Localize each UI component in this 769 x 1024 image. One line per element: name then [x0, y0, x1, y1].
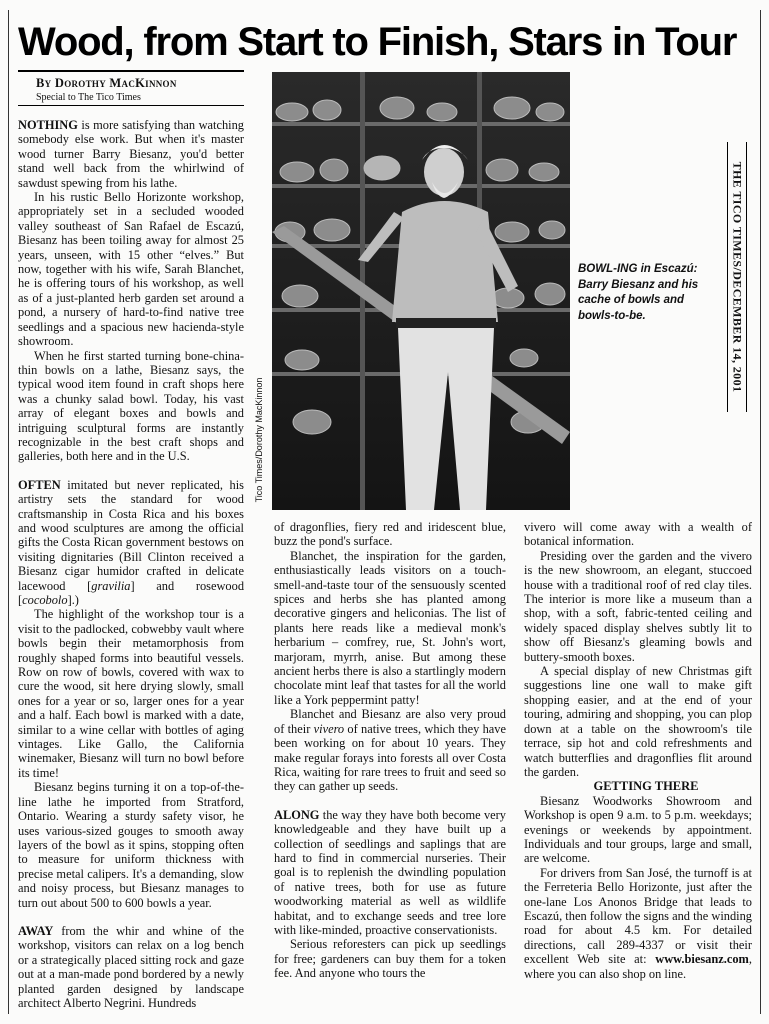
paragraph [274, 707, 506, 793]
byline-box [18, 70, 244, 106]
paragraph: When he first started turning bone-china-thin bowls on a lathe, Biesanz says, the typical wood item found in craft shops here was a chunky salad bowl. Today, his vast array of elegant boxes and bowls and intriguing sculptural forms are instantly recognizable in the best craft shops and galleries, both here and in the U.S. [18, 348, 244, 464]
headline: Wood, from Start to Finish, Stars in Tour [18, 20, 737, 64]
paragraph [274, 808, 506, 938]
paragraph: Biesanz Woodworks Showroom and Workshop is open 9 a.m. to 5 p.m. weekdays; evenings or weekends by appointment. Individuals and tour groups, large and small, are welcome. [524, 793, 752, 866]
byline-special: Special to The Tico Times [36, 92, 141, 103]
lead-word: ALONG [274, 807, 320, 822]
paragraph-text: For drivers from San José, the turnoff is at the Ferreteria Bello Horizonte, just after the one-lane Los Anonos Bridge that leads to Escazú, then follow the signs and the winding road for about 4.5 km. For detailed directions, call 289-4337 or visit their excellent Web site at: [524, 865, 752, 967]
lead-word: AWAY [18, 923, 54, 938]
italic-term: vivero [313, 721, 345, 736]
paragraph-text: Blanchet and Biesanz are also very proud of their [274, 707, 506, 736]
byline-rule-bottom [18, 105, 244, 106]
paragraph: Serious reforesters can pick up seedlings for free; gardeners can buy them for a token fee. And anyone who tours the [274, 937, 506, 981]
paragraph-text: is more satisfying than watching somebody else work. But when it's master wood turner Barry Biesanz, you'd better stand well back from the whirlwind of sawdust spewing from his lathe. [18, 118, 244, 190]
left-border-rule [8, 10, 9, 1014]
photo-biesanz-with-bowls [272, 72, 570, 510]
paragraph [524, 866, 752, 981]
paragraph [18, 118, 244, 190]
photo-credit-text: Tico Times/Dorothy MacKinnon [254, 377, 264, 503]
dateline: THE TICO TIMES/DECEMBER 14, 2001 [730, 161, 745, 393]
paragraph: Blanchet, the inspiration for the garden, enthusiastically leads visitors on a touch-smell-and-taste tour of the sensuously scented spices and herbs she has planted among decorative gingers and heliconias. The list of plants here reads like a medieval monk's herbarium – comfrey, rue, St. John's wort, marjoram, myrrh, anise. But among these ancient herbs there is also a startlingly modern chocolate mint leaf that tastes for all the world like a York peppermint patty! [274, 548, 506, 707]
byline: By Dorothy MacKinnon [36, 76, 177, 90]
photo-illustration [272, 72, 570, 510]
italic-term: gravilia [91, 578, 131, 593]
website-url: www.biesanz.com [655, 952, 749, 967]
italic-term: cocobolo [22, 593, 68, 607]
photo-caption: BOWL-ING in Escazú: Barry Biesanz and his cache of bowls and bowls-to-be. [578, 263, 699, 322]
lead-word: OFTEN [18, 477, 61, 492]
paragraph [18, 924, 244, 1010]
paragraph-text: ] and rosewood [ [18, 578, 244, 607]
paragraph [18, 478, 244, 608]
paragraph: In his rustic Bello Horizonte workshop, appropriately set in a secluded wooded valley southeast of San Rafael de Escazú, Biesanz has been toiling away for almost 25 years, unseen, with 15 other “elves.” But now, together with his wife, Sarah Blanchet, he is offering tours of his workshop, as well as of a just-planted herb garden set around a pond, a nursery of hard-to-find native tree seedlings and a spacious new hacienda-style showroom. [18, 190, 244, 349]
paragraph: Biesanz begins turning it on a top-of-the-line lathe he imported from Stratford, Ontario. Wearing a sturdy safety visor, he uses various-sized gouges to smooth away layers of the bowl as it spins, stopping often to measure for uniform thickness with precise metal calipers. It's a demanding, slow and noisy process, but Biesanz manages to turn out about 500 to 600 bowls a year. [18, 780, 244, 910]
paragraph: A special display of new Christmas gift suggestions line one wall to make gift shopping easier, and at the end of your touring, admiring and shopping, you can plop down at a table on the showroom's tile terrace, sip hot and cold refreshments and watch butterflies and dragonflies flit around the garden. [524, 664, 752, 779]
article-column-1 [18, 118, 244, 1014]
paragraph: of dragonflies, fiery red and iridescent blue, buzz the pond's surface. [274, 520, 506, 549]
dateline-box [727, 142, 747, 412]
paragraph-text: , where you can also shop on line. [524, 952, 752, 981]
lead-word: NOTHING [18, 118, 78, 132]
paragraph: The highlight of the workshop tour is a visit to the padlocked, cobwebby vault where bowls begin their metamorphosis from roughly shaped forms into beautiful vessels. Row on row of bowls, covered with wax to cure the wood, sit here drying slowly, small ones for a year or so, larger ones for a year and a half. Each bowl is marked with a date, similar to a wine cellar with bottles of aging vintages. Like Gallo, the California winemaker, Biesanz will turn no bowl before its time! [18, 607, 244, 780]
subhead-getting-there: GETTING THERE [593, 779, 699, 794]
paragraph: vivero will come away with a wealth of botanical information. [524, 520, 752, 549]
article-column-2 [274, 520, 506, 1014]
paragraph-text: ].) [67, 593, 79, 607]
paragraph-text: imitated but never replicated, his artistry sets the standard for wood craftsmanship in Costa Rica and his boxes and wood sculptures are among the official gifts the Costa Rican government bestows on visiting dignitaries (Bill Clinton received a Biesanz cigar humidor crafted in delicate lacewood [ [18, 477, 244, 593]
photo-credit [252, 370, 266, 510]
article-column-3 [524, 520, 752, 1014]
paragraph-text: from the whir and whine of the workshop, visitors can relax on a log bench or a strategically placed sitting rock and gaze out at a man-made pond bordered by a newly planted garden designed by landscape architect Alberto Negrini. Hundreds [18, 923, 244, 1010]
paragraph-text: the way they have both become very knowledgeable and they have built up a collection of seedlings and saplings that are hard to find in commercial nurseries. Their goal is to replenish the dwindling population of native trees, both for use as future woodworking material as well as wildlife habitat, and to exchange seeds and tree lore with like-minded, proactive conservationists. [274, 807, 506, 937]
right-border-rule [760, 10, 761, 1014]
paragraph: Presiding over the garden and the vivero is the new showroom, an elegant, stuccoed house with a traditional roof of red clay tiles. The interior is more like a museum than a shop, with a soft, fabric-tented ceiling and widely spaced display shelves subtly lit to show off Biesanz's gleaming bowls and buttery-smooth boxes. [524, 548, 752, 664]
paragraph-text: of native trees, which they have been working on for about 10 years. They make regular forays into forests all over Costa Rica, waiting for rare trees to fruit and seed so they can gather up seeds. [274, 721, 506, 794]
